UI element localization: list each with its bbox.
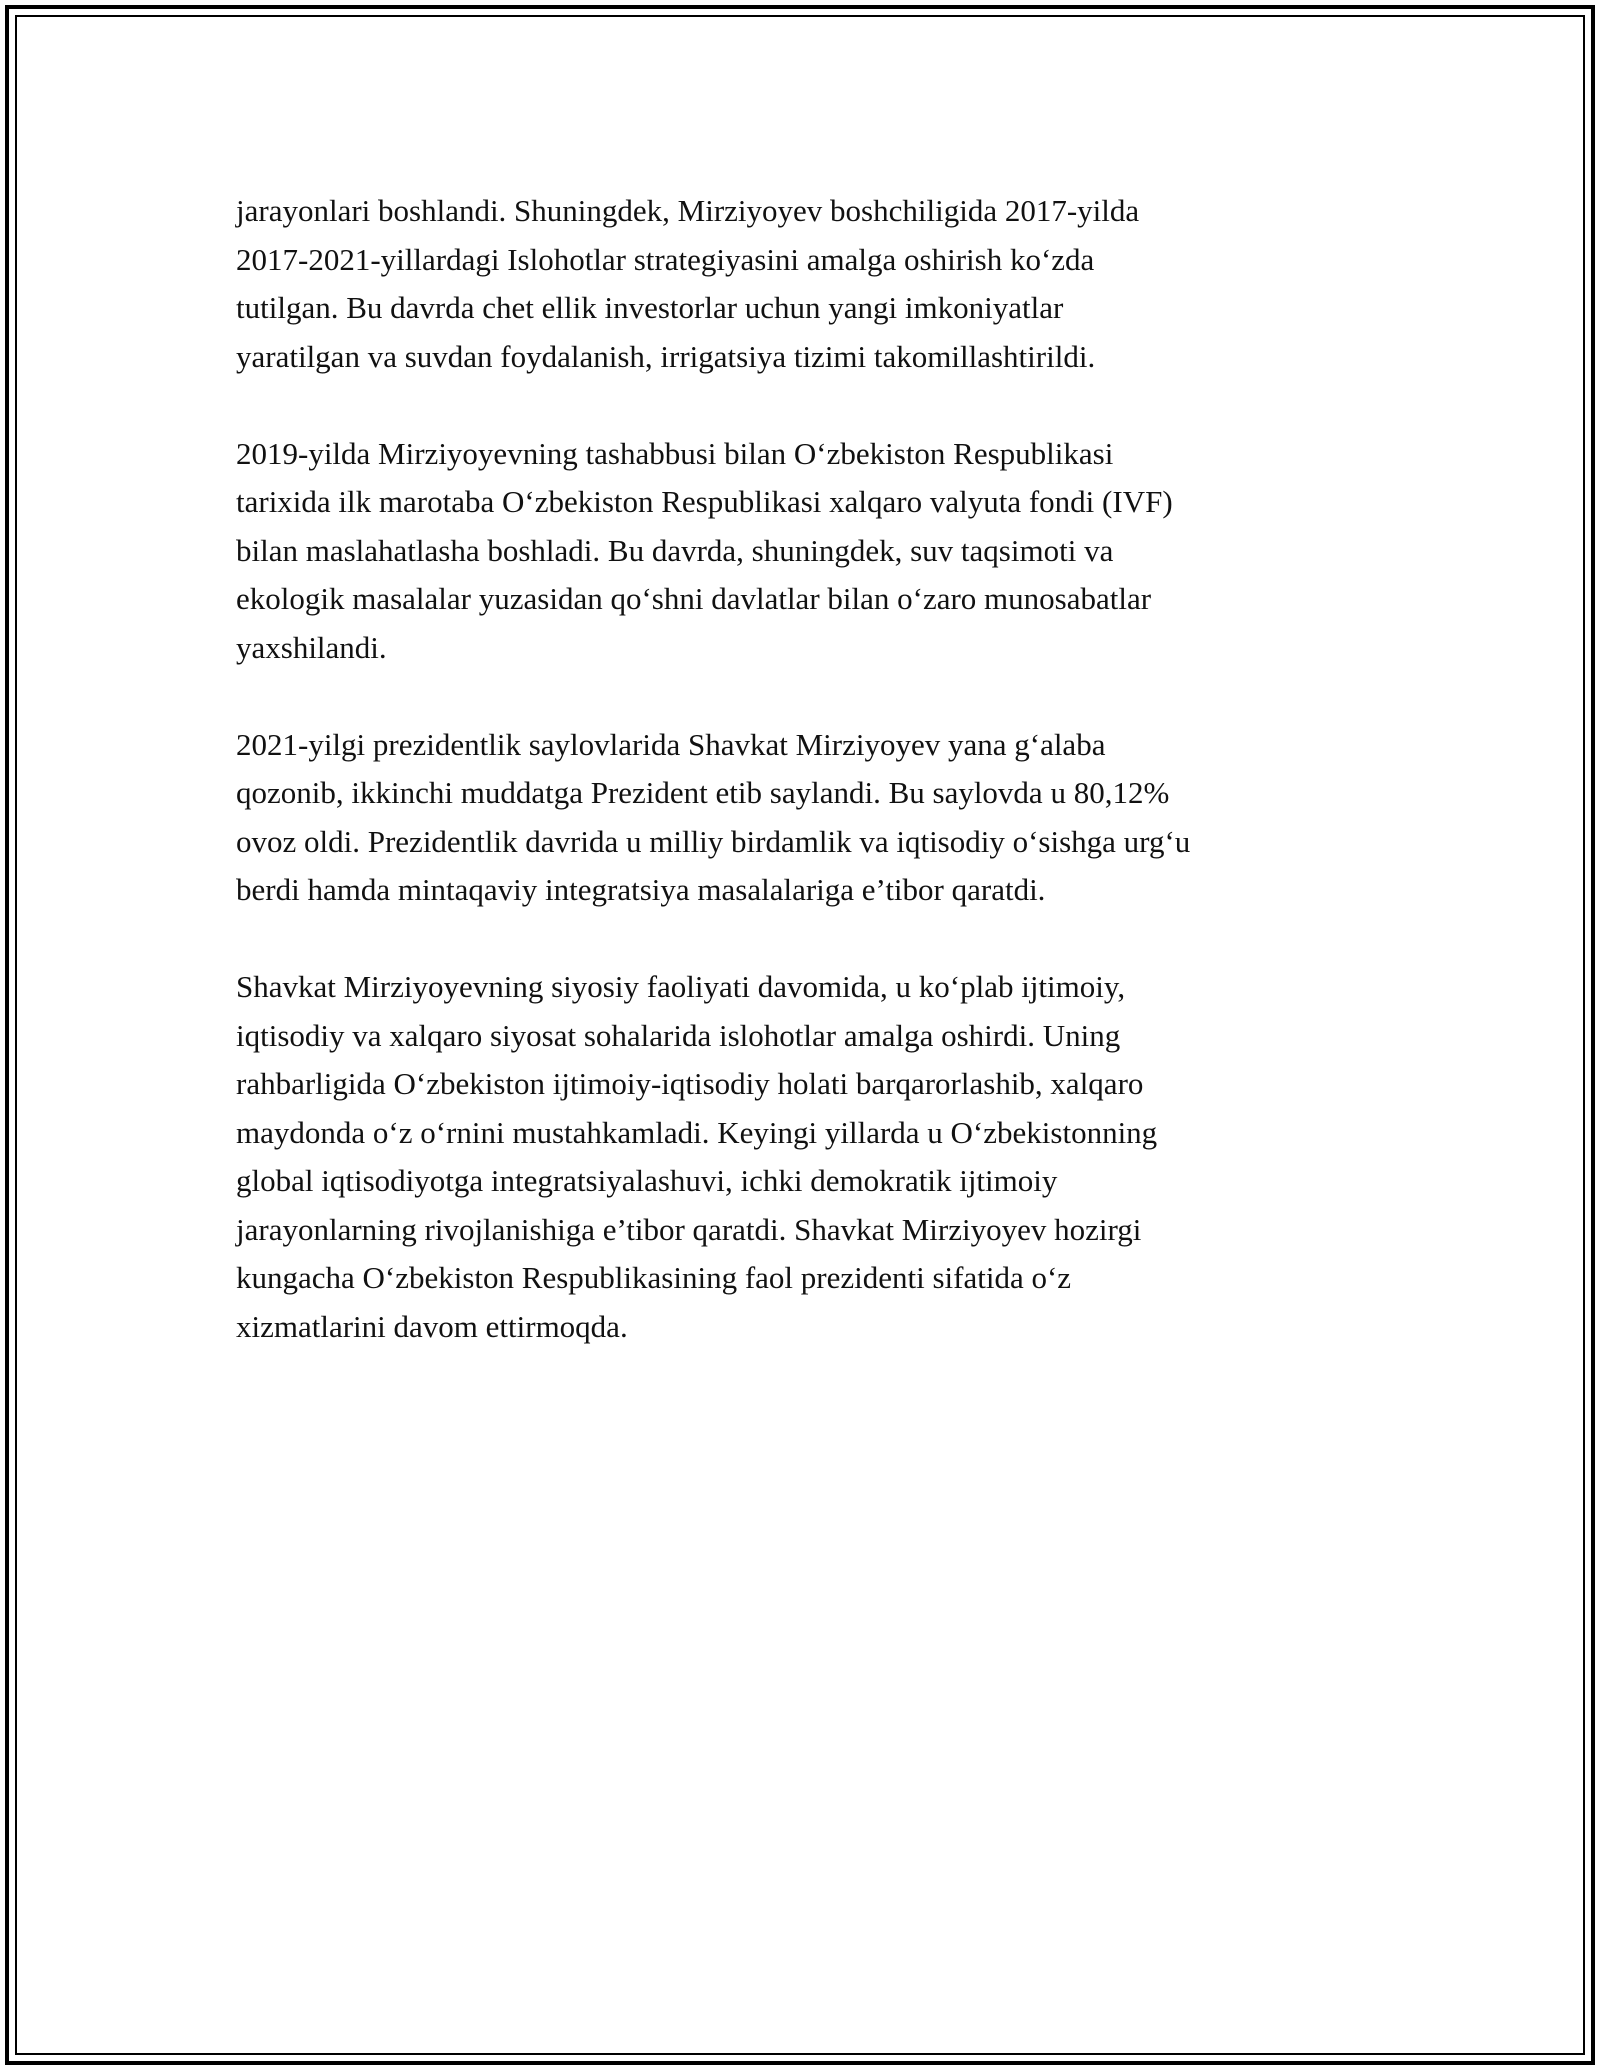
paragraph-political-activity: Shavkat Mirziyoyevning siyosiy faoliyati davomida, u ko‘plab ijtimoiy, iqtisodiy va xalqaro siyosat sohalarida islohotlar amalga oshirdi. Uning rahbarligida O‘zbekiston ijtimoiy-iqtisodiy holati barqarorlashib, xalqaro maydonda o‘z o‘rnini mustahkamladi. Keyingi yillarda u O‘zbekistonning global iqtisodiyotga integratsiyalashuvi, ichki demokratik ijtimoiy jarayonlarning rivojlanishiga e’tibor qaratdi. Shavkat Mirziyoyev hozirgi kungacha O‘zbekiston Respublikasining faol prezidenti sifatida o‘z xizmatlarini davom ettirmoqda. (236, 969, 1158, 1344)
paragraph-reforms-strategy: jarayonlari boshlandi. Shuningdek, Mirziyoyev boshchiligida 2017-yilda 2017-2021-yillardagi Islohotlar strategiyasini amalga oshirish ko‘zda tutilgan. Bu davrda chet ellik investorlar uchun yangi imkoniyatlar yaratilgan va suvdan foydalanish, irrigatsiya tizimi takomillashtirildi. (236, 193, 1140, 374)
paragraph-2021-election: 2021-yilgi prezidentlik saylovlarida Shavkat Mirziyoyev yana g‘alaba qozonib, ikkinchi muddatga Prezident etib saylandi. Bu saylovda u 80,12% ovoz oldi. Prezidentlik davrida u milliy birdamlik va iqtisodiy o‘sishga urg‘u berdi hamda mintaqaviy integratsiya masalalariga e’tibor qaratdi. (236, 726, 1191, 907)
document-body (236, 187, 1376, 1400)
paragraph-imf-consultations: 2019-yilda Mirziyoyevning tashabbusi bilan O‘zbekiston Respublikasi tarixida ilk marotaba O‘zbekiston Respublikasi xalqaro valyuta fondi (IVF) bilan maslahatlasha boshladi. Bu davrda, shuningdek, suv taqsimoti va ekologik masalalar yuzasidan qo‘shni davlatlar bilan o‘zaro munosabatlar yaxshilandi. (236, 435, 1173, 665)
